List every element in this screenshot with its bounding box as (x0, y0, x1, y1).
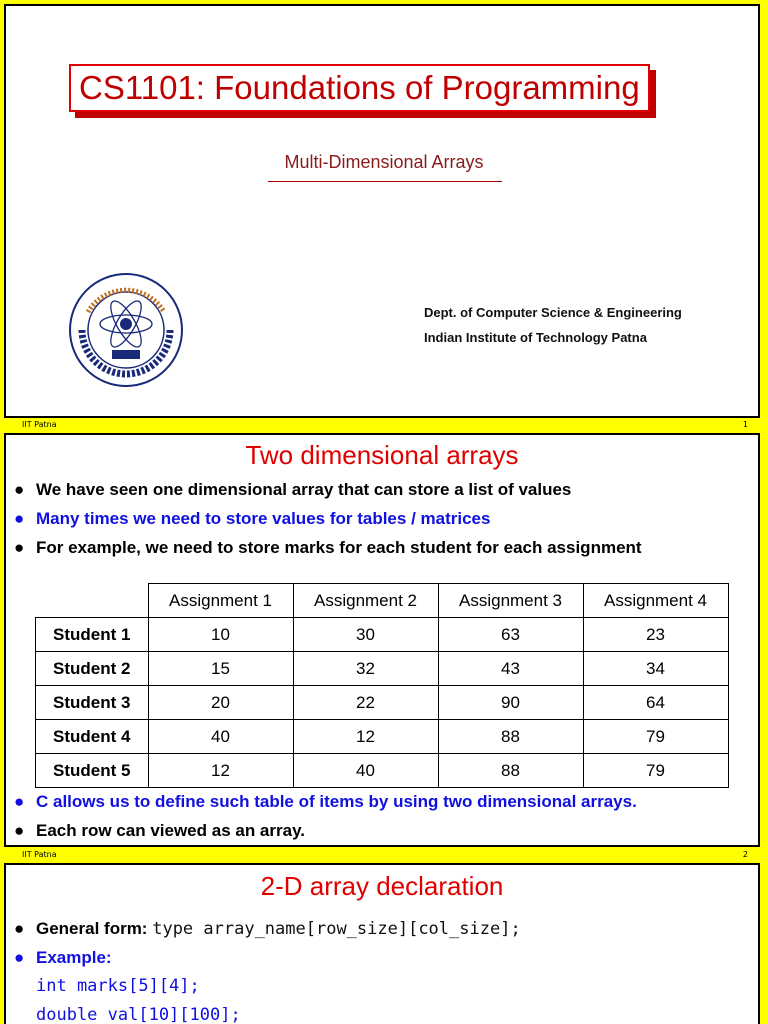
table-cell: 88 (438, 720, 583, 754)
table-cell: 22 (293, 686, 438, 720)
table-cell: 40 (293, 754, 438, 788)
table-cell: 10 (148, 618, 293, 652)
table-cell: 79 (583, 720, 728, 754)
general-form-code: type array_name[row_size][col_size]; (152, 919, 521, 939)
general-form-label: General form: (36, 919, 148, 938)
bullet-text: For example, we need to store marks for each student for each assignment (36, 538, 642, 557)
iit-patna-logo-icon (68, 272, 184, 388)
table-cell: 20 (148, 686, 293, 720)
code-line: int marks[5][4]; (36, 976, 200, 996)
slide-title: 2-D array declaration (260, 871, 504, 901)
footer-institute: IIT Patna (22, 850, 57, 859)
column-header: Assignment 2 (293, 584, 438, 618)
footer-institute: IIT Patna (22, 420, 57, 429)
bullet-text: Many times we need to store values for tables / matrices (36, 509, 491, 528)
table-cell: 79 (583, 754, 728, 788)
slide-footer (4, 419, 760, 432)
slide-footer (4, 849, 760, 862)
table-cell: 12 (293, 720, 438, 754)
bullet-text: Each row can viewed as an array. (36, 821, 305, 840)
table-cell: 30 (293, 618, 438, 652)
lecture-subtitle: Multi-Dimensional Arrays (284, 152, 484, 172)
two-dim-arrays-slide (4, 433, 760, 847)
table-cell: 34 (583, 652, 728, 686)
bullet-item: ● C allows us to define such table of items by using two dimensional arrays. (14, 792, 637, 811)
department-info (424, 300, 682, 350)
row-label: Student 3 (36, 686, 149, 720)
table-cell: 64 (583, 686, 728, 720)
bullet-item: ● We have seen one dimensional array that can store a list of values (14, 480, 572, 499)
page-number: 2 (742, 850, 748, 859)
table-cell: 32 (293, 652, 438, 686)
table-cell: 40 (148, 720, 293, 754)
table-row (36, 720, 729, 754)
row-label: Student 2 (36, 652, 149, 686)
example-label: Example: (36, 948, 112, 967)
subtitle-underline (268, 181, 502, 182)
column-header: Assignment 1 (148, 584, 293, 618)
code-line: double val[10][100]; (36, 1005, 241, 1024)
bullet-item: ● Each row can viewed as an array. (14, 821, 305, 840)
row-label: Student 4 (36, 720, 149, 754)
bullet-list-after (14, 792, 637, 847)
column-header: Assignment 4 (583, 584, 728, 618)
table-cell: 88 (438, 754, 583, 788)
array-declaration-slide (4, 863, 760, 1024)
table-header-row (36, 584, 729, 618)
table-cell: 63 (438, 618, 583, 652)
bullet-list (14, 480, 642, 567)
marks-table (35, 583, 729, 788)
table-row (36, 652, 729, 686)
page-number: 1 (742, 420, 748, 429)
table-cell: 23 (583, 618, 728, 652)
bullet-text: C allows us to define such table of items by using two dimensional arrays. (36, 792, 637, 811)
course-title: CS1101: Foundations of Programming (69, 64, 650, 112)
row-label: Student 1 (36, 618, 149, 652)
slide-title: Two dimensional arrays (245, 440, 519, 470)
table-cell: 12 (148, 754, 293, 788)
table-cell: 15 (148, 652, 293, 686)
dept-line-2: Indian Institute of Technology Patna (424, 330, 647, 345)
table-cell: 90 (438, 686, 583, 720)
bullet-item: ● General form: type array_name[row_size][col_size]; (14, 919, 521, 939)
bullet-text: We have seen one dimensional array that can store a list of values (36, 480, 572, 499)
table-cell: 43 (438, 652, 583, 686)
table-row (36, 754, 729, 788)
table-row (36, 618, 729, 652)
title-slide (4, 4, 760, 418)
dept-line-1: Dept. of Computer Science & Engineering (424, 305, 682, 320)
table-row (36, 686, 729, 720)
bullet-list (14, 919, 521, 977)
bullet-item: ● Example: (14, 948, 112, 967)
row-label: Student 5 (36, 754, 149, 788)
column-header: Assignment 3 (438, 584, 583, 618)
bullet-item: ● For example, we need to store marks for each student for each assignment (14, 538, 642, 557)
bullet-item: ● Many times we need to store values for tables / matrices (14, 509, 491, 528)
